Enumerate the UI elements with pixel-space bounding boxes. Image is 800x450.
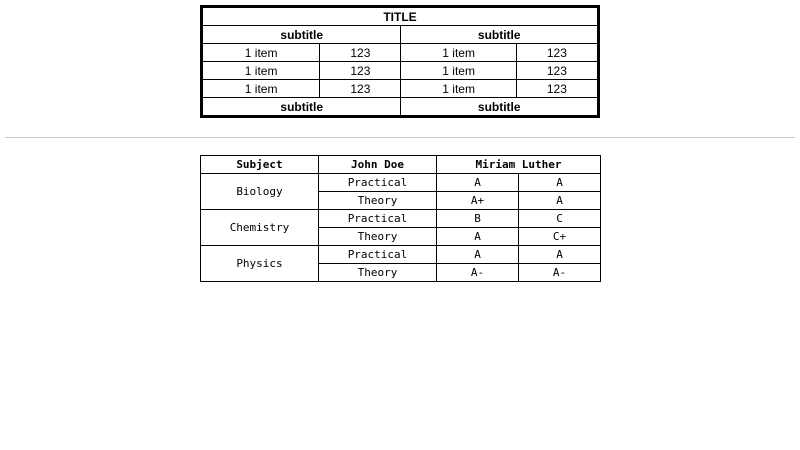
header-miriam-luther: Miriam Luther: [437, 156, 601, 174]
grade-cell: A+: [437, 192, 519, 210]
grade-cell: C+: [519, 228, 601, 246]
assessment-type: Theory: [319, 228, 437, 246]
header-subject: Subject: [201, 156, 319, 174]
table-row: [201, 174, 601, 192]
subject-physics: Physics: [201, 246, 319, 282]
grade-cell: B: [437, 210, 519, 228]
grade-cell: A: [437, 246, 519, 264]
table-cell: 123: [320, 80, 401, 98]
table-cell: 1 item: [401, 80, 516, 98]
grade-cell: A-: [437, 264, 519, 282]
table-cell: 1 item: [202, 62, 320, 80]
subtitle-bottom-right: subtitle: [401, 98, 599, 117]
grade-cell: C: [519, 210, 601, 228]
assessment-type: Practical: [319, 246, 437, 264]
grade-cell: A: [519, 192, 601, 210]
table-row: [201, 210, 601, 228]
assessment-type: Theory: [319, 192, 437, 210]
subject-chemistry: Chemistry: [201, 210, 319, 246]
table-cell: 123: [516, 80, 598, 98]
table-cell: 1 item: [202, 80, 320, 98]
table-row: [202, 44, 599, 62]
subtitle-top-right: subtitle: [401, 26, 599, 44]
summary-table: [200, 5, 600, 118]
table-cell: 1 item: [202, 44, 320, 62]
table-cell: 123: [320, 44, 401, 62]
grade-cell: A: [519, 246, 601, 264]
table-title: TITLE: [202, 7, 599, 26]
header-john-doe: John Doe: [319, 156, 437, 174]
grade-cell: A: [437, 228, 519, 246]
subject-biology: Biology: [201, 174, 319, 210]
table-row: [202, 62, 599, 80]
table-cell: 123: [516, 44, 598, 62]
subtitle-bottom-left: subtitle: [202, 98, 401, 117]
grade-cell: A: [437, 174, 519, 192]
assessment-type: Theory: [319, 264, 437, 282]
grades-table: [200, 155, 601, 282]
horizontal-divider: [5, 137, 795, 138]
table-row: [201, 246, 601, 264]
assessment-type: Practical: [319, 174, 437, 192]
grade-cell: A: [519, 174, 601, 192]
grade-cell: A-: [519, 264, 601, 282]
table-row: [202, 80, 599, 98]
table-cell: 123: [320, 62, 401, 80]
table-cell: 123: [516, 62, 598, 80]
subtitle-top-left: subtitle: [202, 26, 401, 44]
table-cell: 1 item: [401, 44, 516, 62]
table-cell: 1 item: [401, 62, 516, 80]
assessment-type: Practical: [319, 210, 437, 228]
